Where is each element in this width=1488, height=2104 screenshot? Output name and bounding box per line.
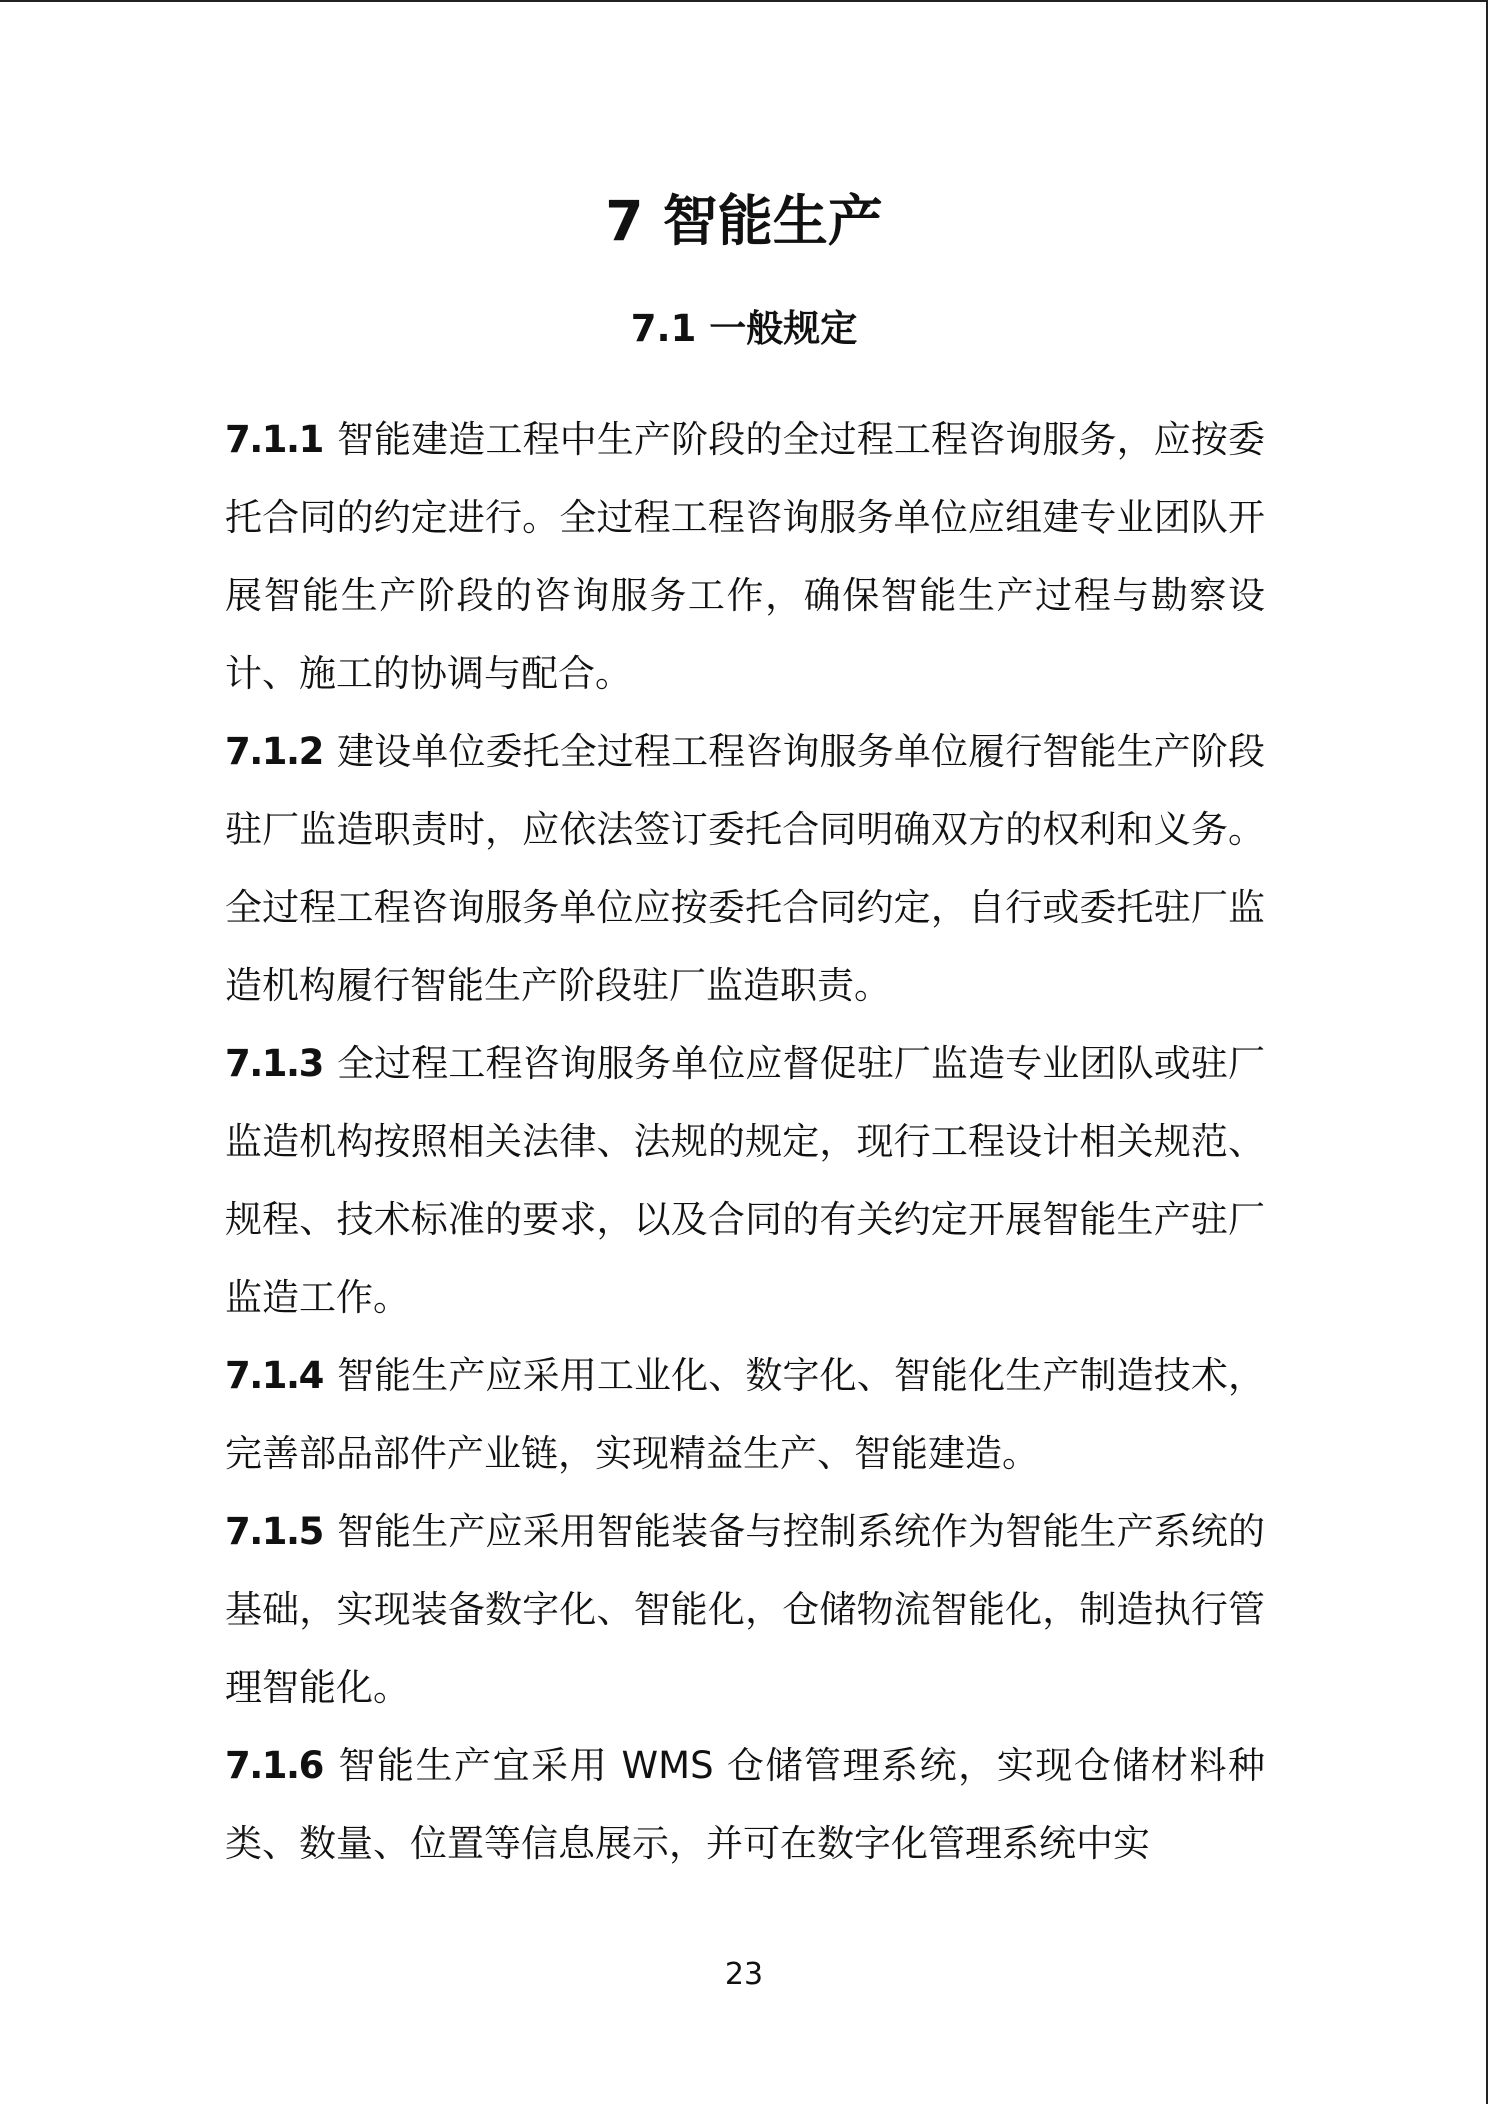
clause-text: 智能建造工程中生产阶段的全过程工程咨询服务，应按委托合同的约定进行。全过程工程咨询服务单位应组建专业团队开展智能生产阶段的咨询服务工作，确保智能生产过程与勘察设计、施工的协调与配合。 bbox=[225, 418, 1265, 695]
clause-number: 7.1.1 bbox=[225, 418, 323, 461]
page-number: 23 bbox=[724, 1957, 764, 1992]
clause-number: 7.1.3 bbox=[225, 1042, 323, 1085]
clause-text: 智能生产宜采用 WMS 仓储管理系统，实现仓储材料种类、数量、位置等信息展示，并可在数字化管理系统中实 bbox=[225, 1744, 1265, 1865]
clause-7-1-1 bbox=[225, 401, 1265, 713]
clause-text: 智能生产应采用智能装备与控制系统作为智能生产系统的基础，实现装备数字化、智能化，仓储物流智能化，制造执行管理智能化。 bbox=[225, 1510, 1265, 1709]
clause-7-1-4 bbox=[225, 1337, 1265, 1493]
clause-number: 7.1.4 bbox=[225, 1354, 323, 1397]
clause-number: 7.1.5 bbox=[225, 1510, 323, 1553]
section-title: 7.1 一般规定 bbox=[630, 307, 858, 350]
clause-7-1-5 bbox=[225, 1493, 1265, 1727]
chapter-title: 7 智能生产 bbox=[605, 189, 883, 253]
clause-list bbox=[225, 401, 1265, 1883]
clause-7-1-6 bbox=[225, 1727, 1265, 1883]
clause-text: 建设单位委托全过程工程咨询服务单位履行智能生产阶段驻厂监造职责时，应依法签订委托合同明确双方的权利和义务。全过程工程咨询服务单位应按委托合同约定，自行或委托驻厂监造机构履行智能生产阶段驻厂监造职责。 bbox=[225, 730, 1265, 1007]
top-border-rule bbox=[0, 0, 1488, 2]
clause-7-1-2 bbox=[225, 713, 1265, 1025]
clause-number: 7.1.2 bbox=[225, 730, 323, 773]
clause-text: 全过程工程咨询服务单位应督促驻厂监造专业团队或驻厂监造机构按照相关法律、法规的规定，现行工程设计相关规范、规程、技术标准的要求，以及合同的有关约定开展智能生产驻厂监造工作。 bbox=[225, 1042, 1265, 1319]
clause-text: 智能生产应采用工业化、数字化、智能化生产制造技术，完善部品部件产业链，实现精益生产、智能建造。 bbox=[225, 1354, 1265, 1475]
clause-number: 7.1.6 bbox=[225, 1744, 323, 1787]
clause-7-1-3 bbox=[225, 1025, 1265, 1337]
